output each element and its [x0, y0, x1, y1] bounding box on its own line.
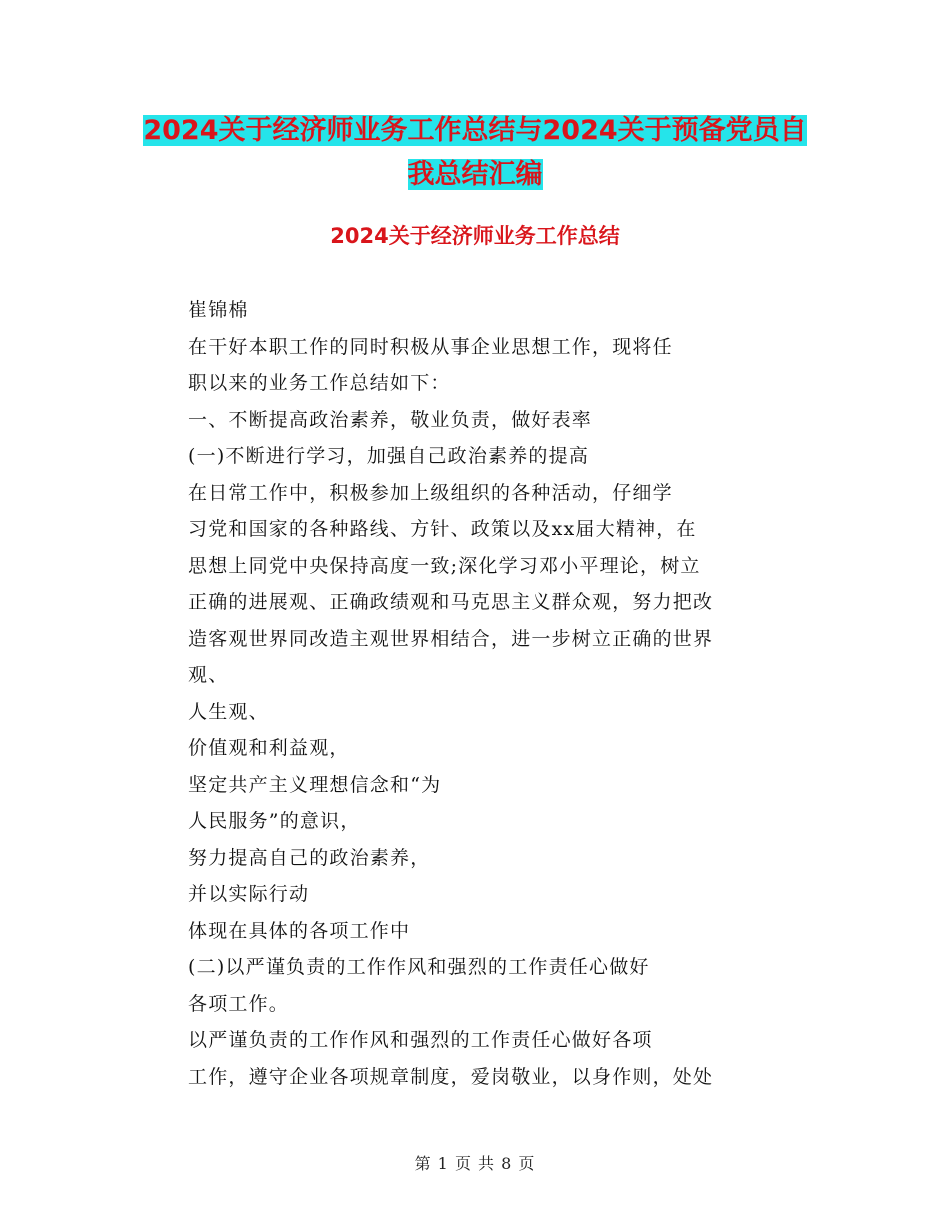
- body-text: [188, 292, 768, 1095]
- body-line: 一、不断提高政治素养，敬业负责，做好表率: [188, 408, 593, 431]
- title-highlight-2: 我总结汇编: [407, 159, 543, 190]
- title-highlight-1: 2024关于经济师业务工作总结与2024关于预备党员自: [143, 115, 807, 146]
- body-line: 人生观、: [188, 700, 269, 723]
- body-line: 崔锦棉: [188, 299, 249, 321]
- body-line: 观、: [188, 664, 229, 686]
- body-line: 价值观和利益观，: [188, 737, 350, 759]
- document-title-line-2: [0, 151, 950, 199]
- body-line: 工作，遵守企业各项规章制度，爱岗敬业，以身作则，处处: [188, 1065, 714, 1088]
- section-title: 2024关于经济师业务工作总结: [330, 224, 620, 248]
- body-line: 坚定共产主义理想信念和“为: [188, 773, 442, 796]
- body-line: 职以来的业务工作总结如下：: [188, 372, 451, 394]
- body-line: (一)不断进行学习，加强自己政治素养的提高: [188, 445, 590, 467]
- body-line: (二)以严谨负责的工作作风和强烈的工作责任心做好: [188, 956, 650, 978]
- page-footer: 第 1 页 共 8 页: [414, 1154, 536, 1173]
- body-line: 以严谨负责的工作作风和强烈的工作责任心做好各项: [188, 1029, 653, 1051]
- body-line: 努力提高自己的政治素养，: [188, 846, 431, 869]
- body-line: 造客观世界同改造主观世界相结合，进一步树立正确的世界: [188, 627, 714, 650]
- body-line: 人民服务”的意识，: [188, 810, 361, 832]
- body-line: 习党和国家的各种路线、方针、政策以及xx届大精神，在: [188, 518, 697, 540]
- body-line: 在干好本职工作的同时积极从事企业思想工作，现将任: [188, 335, 673, 358]
- body-line: 正确的进展观、正确政绩观和马克思主义群众观，努力把改: [188, 591, 714, 613]
- document-title-line-1: [0, 107, 950, 155]
- body-line: 并以实际行动: [188, 883, 310, 905]
- body-line: 各项工作。: [188, 992, 290, 1015]
- body-line: 在日常工作中，积极参加上级组织的各种活动，仔细学: [188, 481, 673, 504]
- body-line: 体现在具体的各项工作中: [188, 919, 411, 942]
- body-line: 思想上同党中央保持高度一致;深化学习邓小平理论，树立: [188, 554, 701, 577]
